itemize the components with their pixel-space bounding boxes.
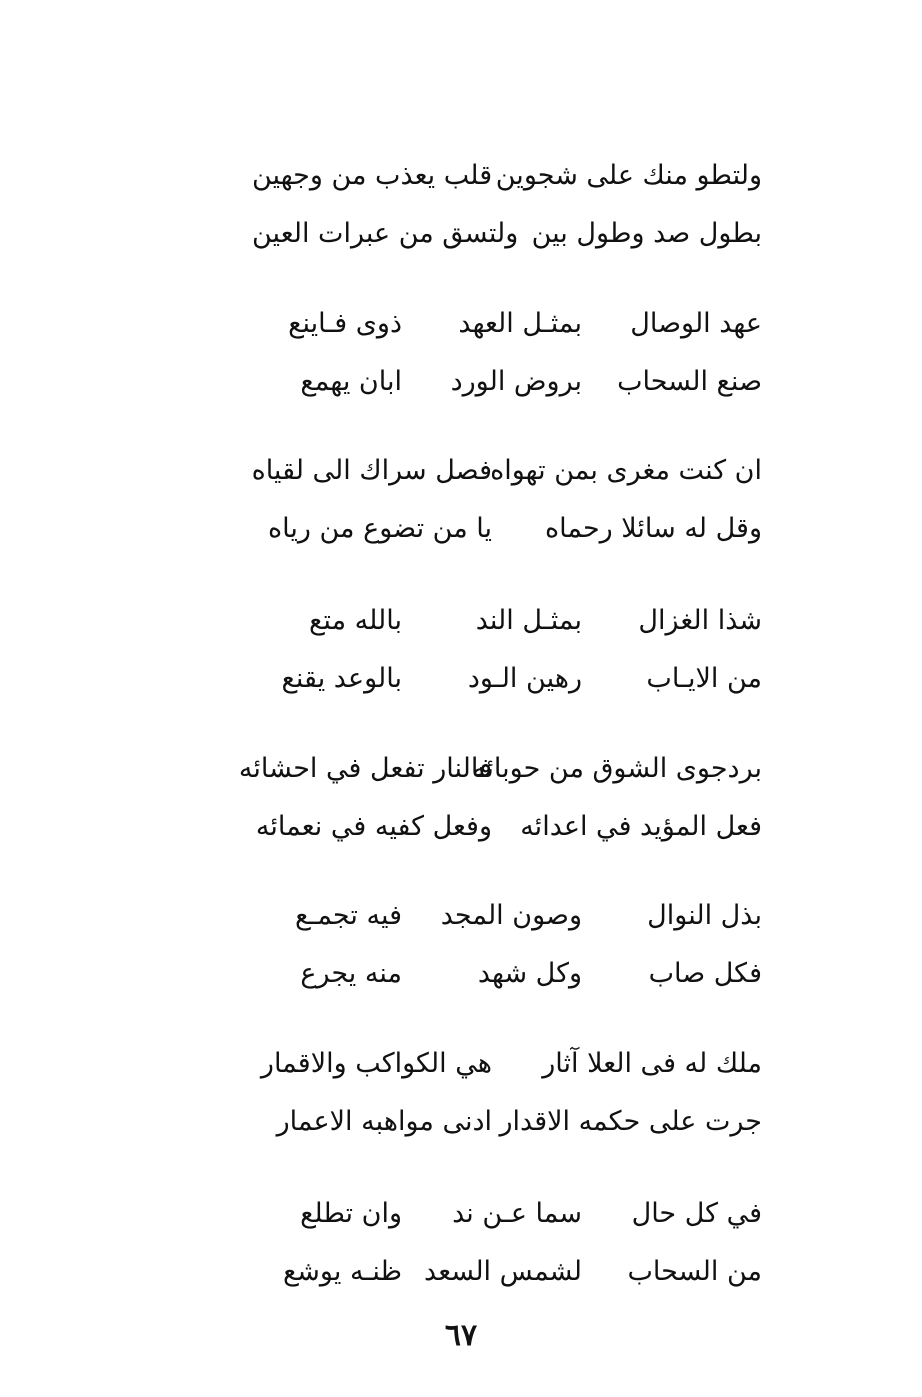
segment-1: صنع السحاب (617, 365, 762, 397)
hemistich-1: ملك له فى العلا آثار (542, 1047, 762, 1079)
segment-1: فكل صاب (648, 957, 762, 989)
segment-1: في كل حال (631, 1197, 762, 1229)
segment-2: وصون المجد (440, 899, 582, 931)
page-number: ٦٧ (444, 1318, 478, 1353)
verse-line (252, 797, 762, 855)
segment-1: شذا الغزال (638, 604, 762, 636)
stanza-6 (252, 886, 762, 1002)
hemistich-1: بطول صد وطول بين (531, 217, 762, 249)
segment-2: رهين الـود (467, 662, 582, 694)
hemistich-2: ادنى مواهبه الاعمار (276, 1105, 492, 1137)
verse-line (252, 204, 762, 262)
hemistich-1: فعل المؤيد في اعدائه (520, 810, 762, 842)
segment-1: من السحاب (627, 1255, 762, 1287)
hemistich-2: قلب يعذب من وجهين (252, 159, 493, 191)
segment-3: منه يجرع (300, 957, 402, 989)
stanza-3 (252, 441, 762, 557)
segment-2: لشمس السعد (424, 1255, 582, 1287)
hemistich-2: فصل سراك الى لقياه (251, 454, 492, 486)
segment-3: فيه تجمـع (295, 899, 402, 931)
hemistich-2: وفعل كفيه في نعمائه (255, 810, 492, 842)
segment-3: ابان يهمع (300, 365, 402, 397)
segment-3: بالوعد يقنع (281, 662, 402, 694)
stanza-2 (252, 294, 762, 410)
verse-line (252, 591, 762, 649)
stanza-5 (238, 739, 762, 855)
verse-line (252, 499, 762, 557)
stanza-7 (252, 1034, 762, 1150)
verse-line (252, 649, 762, 707)
verse-line (252, 1242, 762, 1300)
segment-2: بمثـل العهد (458, 307, 582, 339)
hemistich-1: ولتطو منك على شجوين (495, 159, 762, 191)
verse-line (252, 1034, 762, 1092)
hemistich-2: يا من تضوع من رياه (267, 512, 492, 544)
segment-2: بروض الورد (450, 365, 582, 397)
stanza-4 (252, 591, 762, 707)
segment-2: سما عـن ند (452, 1197, 582, 1229)
hemistich-1: بردجوى الشوق من حوبائه (471, 752, 762, 784)
segment-2: بمثـل الند (475, 604, 582, 636)
stanza-1 (252, 146, 762, 262)
hemistich-1: ان كنت مغرى بمن تهواه (490, 454, 762, 486)
verse-line (252, 441, 762, 499)
verse-line (252, 352, 762, 410)
verse-line (238, 739, 762, 797)
hemistich-1: وقل له سائلا رحماه (544, 512, 762, 544)
segment-1: عهد الوصال (630, 307, 762, 339)
hemistich-2: فالنار تفعل في احشائه (238, 752, 492, 784)
segment-3: ذوى فـاينع (288, 307, 402, 339)
segment-3: وان تطلع (300, 1197, 402, 1229)
verse-line (252, 294, 762, 352)
segment-1: من الايـاب (646, 662, 762, 694)
hemistich-2: ولتسق من عبرات العين (252, 217, 519, 249)
segment-3: بالله متع (309, 604, 402, 636)
verse-line (252, 886, 762, 944)
verse-line (252, 1184, 762, 1242)
hemistich-1: جرت على حكمه الاقدار (499, 1105, 762, 1137)
verse-line (252, 944, 762, 1002)
verse-line (252, 146, 762, 204)
segment-2: وكل شهد (477, 957, 582, 989)
segment-3: ظنـه يوشع (282, 1255, 402, 1287)
verse-line (252, 1092, 762, 1150)
stanza-8 (252, 1184, 762, 1300)
segment-1: بذل النوال (647, 899, 762, 931)
hemistich-2: هي الكواكب والاقمار (260, 1047, 492, 1079)
